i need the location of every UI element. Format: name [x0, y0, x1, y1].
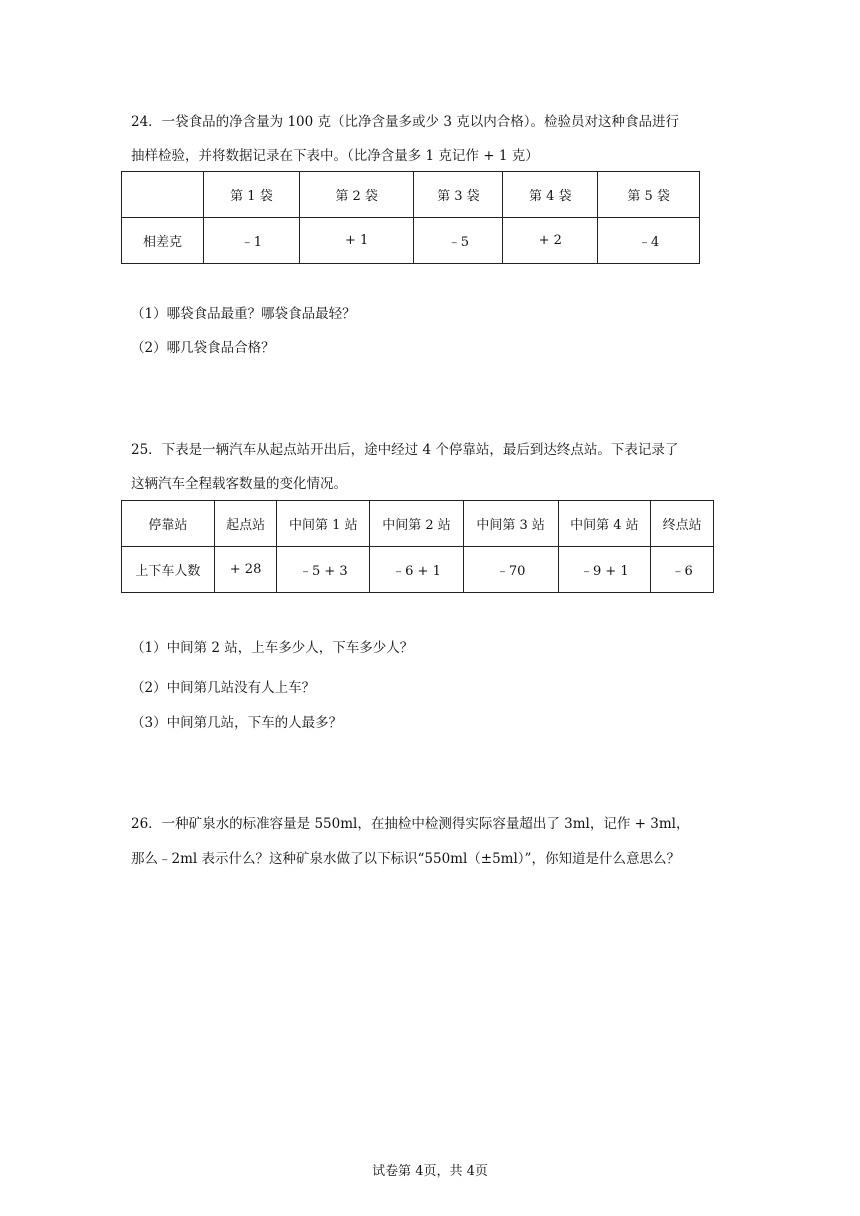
q25-table: [121, 500, 714, 593]
table-cell: 上下车人数: [122, 547, 215, 593]
table-cell: ﹣4: [598, 218, 700, 264]
table-cell: ﹣5: [414, 218, 503, 264]
q25-sub2: （2）中间第几站没有人上车？: [131, 680, 316, 696]
table-cell: 第 5 袋: [598, 172, 700, 218]
table-cell: 第 2 袋: [299, 172, 414, 218]
table-cell: 第 1 袋: [204, 172, 300, 218]
table-cell: 中间第 3 站: [463, 501, 558, 547]
table-row: [122, 218, 700, 264]
table-cell: 第 4 袋: [503, 172, 598, 218]
q24-line1: 24．一袋食品的净含量为 100 克（比净含量多或少 3 克以内合格）。检验员对这种食品进行: [131, 114, 679, 130]
q25-sub1: （1）中间第 2 站，上车多少人，下车多少人？: [131, 640, 414, 656]
table-cell: 起点站: [214, 501, 277, 547]
q24-sub1: （1）哪袋食品最重？哪袋食品最轻？: [131, 306, 356, 322]
table-cell: 中间第 4 站: [558, 501, 651, 547]
table-cell: ﹣6: [651, 547, 714, 593]
table-cell: 相差克: [122, 218, 204, 264]
table-cell: ﹣5 + 3: [277, 547, 370, 593]
table-cell: ﹣9 + 1: [558, 547, 651, 593]
q24-table: [121, 171, 700, 264]
table-row: [122, 501, 714, 547]
q25-line2: 这辆汽车全程载客数量的变化情况。: [131, 476, 347, 492]
page-footer: 试卷第 4页，共 4页: [372, 1164, 488, 1179]
table-cell: + 28: [214, 547, 277, 593]
table-row: [122, 172, 700, 218]
q25-line1: 25．下表是一辆汽车从起点站开出后，途中经过 4 个停靠站，最后到达终点站。下表记录了: [131, 442, 679, 458]
table-cell: [122, 172, 204, 218]
table-cell: 终点站: [651, 501, 714, 547]
table-cell: ﹣70: [463, 547, 558, 593]
q24-sub2: （2）哪几袋食品合格？: [131, 340, 275, 356]
table-cell: 中间第 2 站: [370, 501, 464, 547]
table-cell: + 2: [503, 218, 598, 264]
table-cell: 第 3 袋: [414, 172, 503, 218]
table-cell: + 1: [299, 218, 414, 264]
q25-sub3: （3）中间第几站，下车的人最多？: [131, 715, 343, 731]
table-row: [122, 547, 714, 593]
table-cell: 停靠站: [122, 501, 215, 547]
q24-line2: 抽样检验，并将数据记录在下表中。（比净含量多 1 克记作 + 1 克）: [131, 148, 539, 164]
table-cell: ﹣1: [204, 218, 300, 264]
table-cell: 中间第 1 站: [277, 501, 370, 547]
table-cell: ﹣6 + 1: [370, 547, 464, 593]
q26-line2: 那么﹣2ml 表示什么？这种矿泉水做了以下标识“550ml（±5ml）”，你知道是什么意思么？: [131, 851, 680, 867]
q26-line1: 26．一种矿泉水的标准容量是 550ml，在抽检中检测得实际容量超出了 3ml，记作 + 3ml，: [131, 816, 690, 832]
